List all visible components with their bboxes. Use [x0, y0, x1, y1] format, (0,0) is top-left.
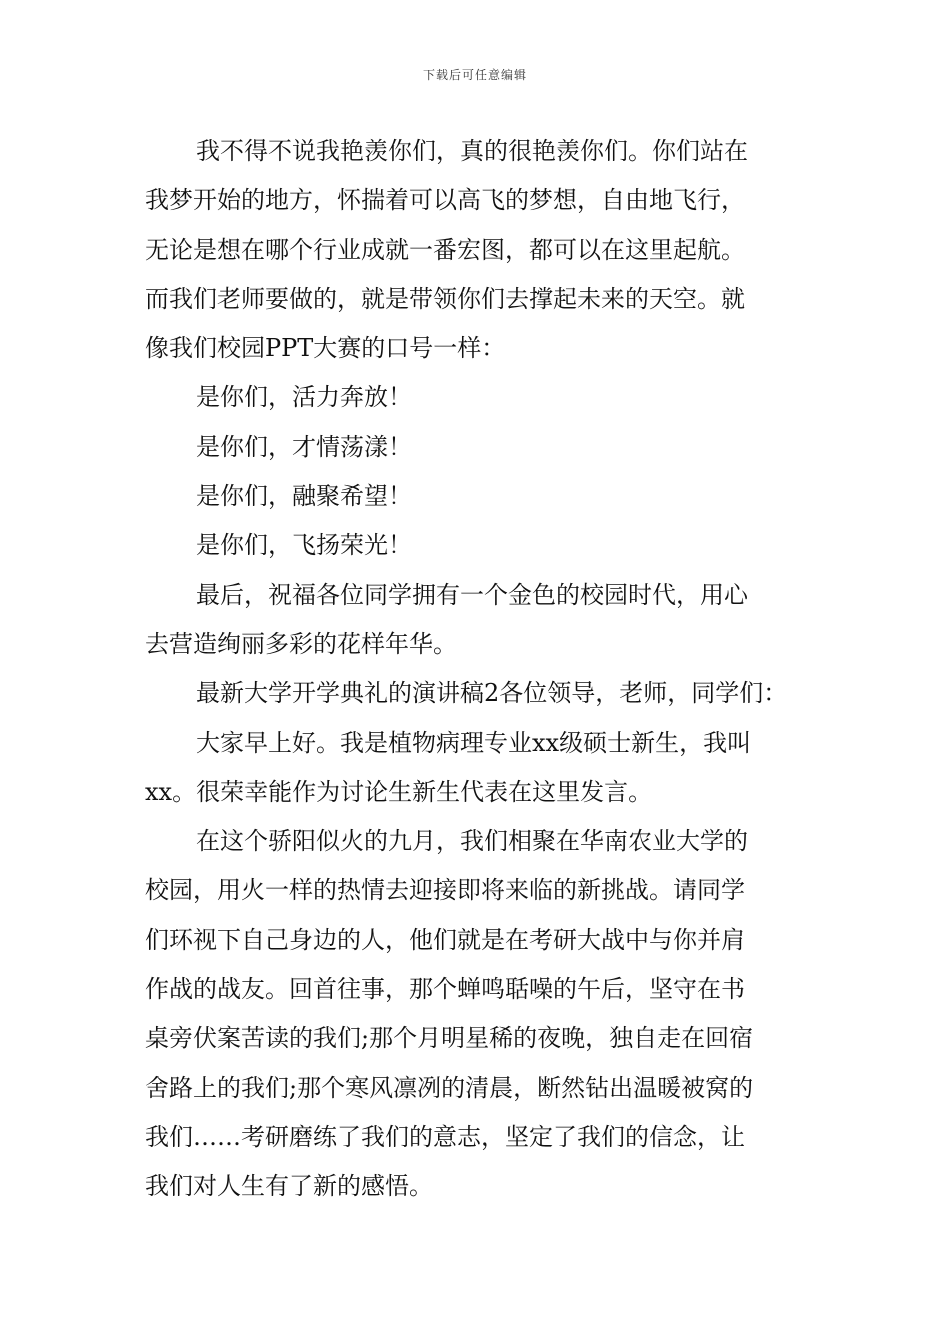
- text-line: 而我们老师要做的，就是带领你们去撑起未来的天空。就: [145, 284, 745, 313]
- text-line: 是你们，活力奔放！: [196, 383, 412, 412]
- text-line: 像我们校园PPT大赛的口号一样：: [145, 334, 506, 363]
- page-header: 下载后可任意编辑: [422, 68, 527, 82]
- text-line: 去营造绚丽多彩的花样年华。: [145, 629, 457, 658]
- text-line: 作战的战友。回首往事，那个蝉鸣聒噪的午后，坚守在书: [145, 975, 745, 1004]
- text-line: 舍路上的我们;那个寒风凛冽的清晨，断然钻出温暖被窝的: [145, 1073, 754, 1102]
- text-line: 我们……考研磨练了我们的意志，坚定了我们的信念，让: [145, 1122, 745, 1151]
- text-line: 最后，祝福各位同学拥有一个金色的校园时代，用心: [196, 580, 748, 609]
- text-line: 无论是想在哪个行业成就一番宏图，都可以在这里起航。: [145, 235, 745, 264]
- text-line: 我梦开始的地方，怀揣着可以高飞的梦想，自由地飞行，: [145, 186, 745, 215]
- text-line: 在这个骄阳似火的九月，我们相聚在华南农业大学的: [196, 827, 748, 856]
- text-line: 我们对人生有了新的感悟。: [145, 1172, 433, 1201]
- text-line: 大家早上好。我是植物病理专业xx级硕士新生，我叫: [196, 728, 752, 757]
- text-line: 我不得不说我艳羡你们，真的很艳羡你们。你们站在: [196, 137, 748, 165]
- text-line: 们环视下自己身边的人，他们就是在考研大战中与你并肩: [145, 925, 745, 954]
- text-line: 是你们，融聚希望！: [196, 482, 412, 511]
- text-line: 是你们，飞扬荣光！: [196, 531, 412, 560]
- document-body: [145, 127, 825, 1212]
- text-line: 最新大学开学典礼的演讲稿2各位领导，老师，同学们：: [196, 679, 788, 708]
- text-line: 是你们，才情荡漾！: [196, 432, 412, 461]
- text-line: xx。很荣幸能作为讨论生新生代表在这里发言。: [145, 777, 653, 806]
- text-line: 桌旁伏案苦读的我们;那个月明星稀的夜晚，独自走在回宿: [145, 1024, 754, 1053]
- text-line: 校园，用火一样的热情去迎接即将来临的新挑战。请同学: [145, 876, 745, 905]
